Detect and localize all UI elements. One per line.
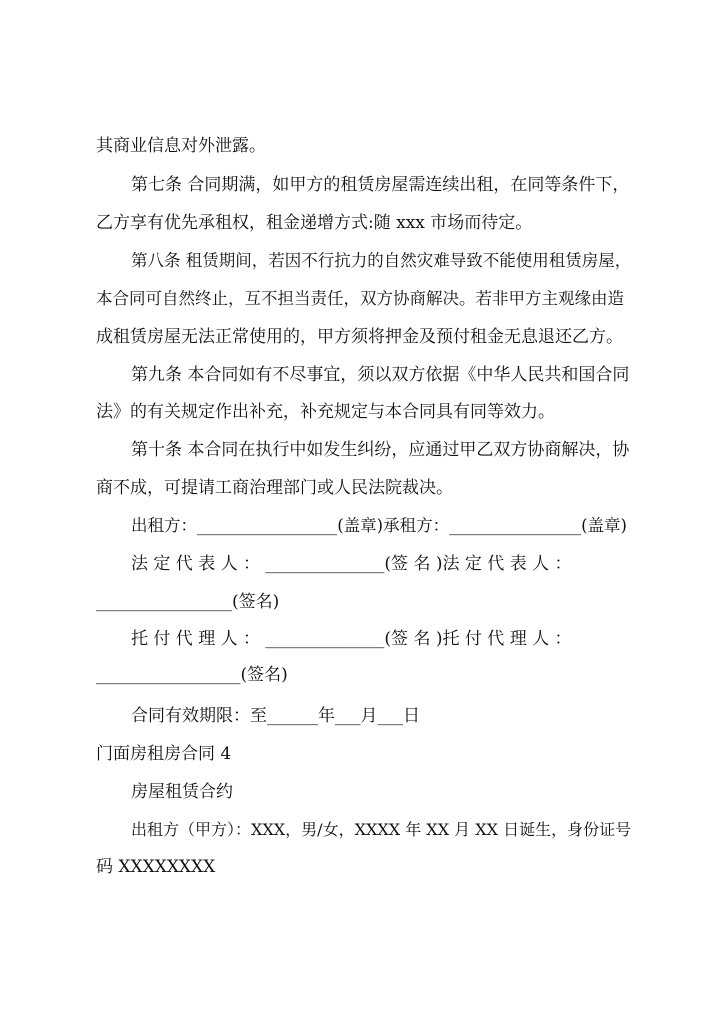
signature-line-legal-rep: 法 定 代 表 人 ： ______________(签 名 )法 定 代 表 人 ： — [131, 554, 572, 574]
section-heading: 门面房租房合同 4 — [96, 744, 232, 764]
clause-7: 第七条 合同期满，如甲方的租赁房屋需连续出租，在同等条件下， — [131, 175, 630, 195]
lessor-info: 出租方（甲方）：XXX，男/女，XXXX 年 XX 月 XX 日诞生，身份证号 — [131, 820, 632, 839]
text-line: 商不成，可提请工商治理部门或人民法院裁决。 — [96, 478, 453, 498]
text-line: 码 XXXXXXXX — [96, 857, 216, 877]
clause-10: 第十条 本合同在执行中如发生纠纷，应通过甲乙双方协商解决，协 — [131, 440, 630, 460]
text-line: 本合同可自然终止，互不担当责任，双方协商解决。若非甲方主观缘由造 — [96, 289, 624, 308]
signature-line-agent: 托 付 代 理 人 ： ______________(签 名 )托 付 代 理 人 ： — [131, 629, 572, 649]
contract-title: 房屋租赁合约 — [131, 782, 233, 802]
validity-period: 合同有效期限：至______年___月___日 — [131, 706, 420, 726]
signature-line-parties: 出租方：_________________(盖章)承租方：________________(盖章) — [131, 516, 627, 535]
text-line: 成租赁房屋无法正常使用的，甲方须将押金及预付租金无息退还乙方。 — [96, 327, 623, 347]
signature-blank: ________________(签名) — [96, 592, 280, 612]
text-line: 法》的有关规定作出补充，补充规定与本合同具有同等效力。 — [96, 402, 555, 422]
clause-9: 第九条 本合同如有不尽事宜，须以双方依据《中华人民共和国合同 — [131, 365, 630, 385]
text-line: 其商业信息对外泄露。 — [96, 136, 266, 156]
text-line: 乙方享有优先承租权，租金递增方式:随 xxx 市场而待定。 — [96, 213, 533, 233]
signature-blank: _________________(签名) — [96, 665, 288, 685]
clause-8: 第八条 租赁期间，若因不行抗力的自然灾难导致不能使用租赁房屋， — [131, 251, 632, 270]
